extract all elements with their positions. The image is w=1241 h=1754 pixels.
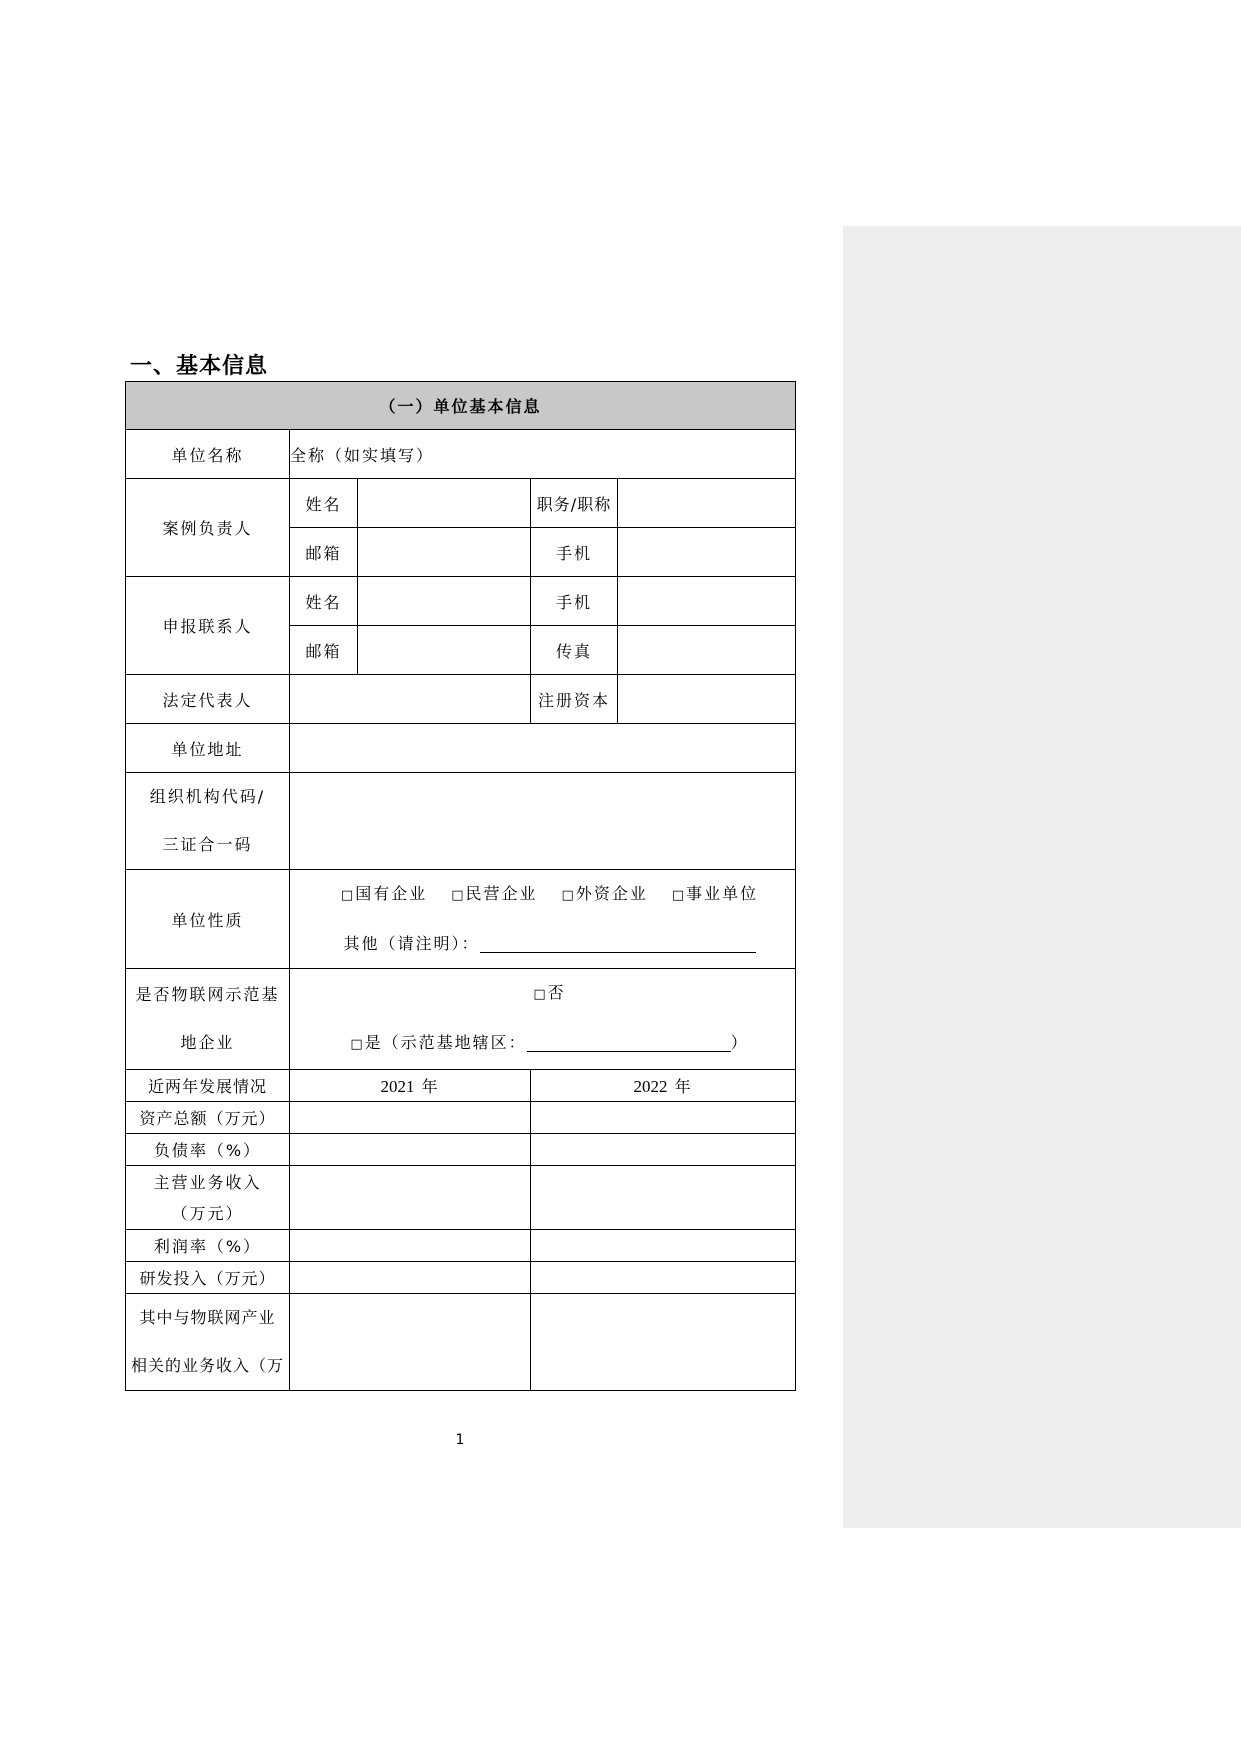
capital-label: 注册资本 xyxy=(531,675,618,724)
demo-base-label-line1: 是否物联网示范基 xyxy=(135,985,280,1004)
case-leader-name-field[interactable] xyxy=(358,479,531,528)
demo-base-options xyxy=(290,969,796,1070)
contact-name-field[interactable] xyxy=(358,577,531,626)
contact-phone-label: 手机 xyxy=(531,577,618,626)
case-leader-title-label: 职务/职称 xyxy=(531,479,618,528)
org-code-field[interactable] xyxy=(290,773,796,870)
checkbox-icon: □ xyxy=(671,888,685,903)
unit-name-field[interactable] xyxy=(290,430,796,479)
year-2022-header: 2022 年 xyxy=(531,1070,796,1102)
case-leader-label: 案例负责人 xyxy=(126,479,290,577)
demo-base-district-input[interactable] xyxy=(527,1035,731,1052)
revenue-label xyxy=(126,1166,290,1230)
year-2021-header: 2021 年 xyxy=(290,1070,531,1102)
legal-rep-field[interactable] xyxy=(290,675,531,724)
table-header: （一）单位基本信息 xyxy=(126,382,796,430)
unit-name-hint: 全称（如实填写） xyxy=(290,445,435,465)
capital-field[interactable] xyxy=(618,675,796,724)
revenue-label-line1: 主营业务收入 xyxy=(153,1172,262,1192)
contact-label: 申报联系人 xyxy=(126,577,290,675)
nature-option-public[interactable]: □ 事业单位 xyxy=(671,884,759,903)
unit-name-label: 单位名称 xyxy=(126,430,290,479)
section-title: 一、基本信息 xyxy=(130,354,269,379)
checkbox-icon: □ xyxy=(561,888,574,903)
page-number: 1 xyxy=(455,1432,465,1448)
profit-2021-field[interactable] xyxy=(290,1230,531,1262)
revenue-label-line2: （万元） xyxy=(171,1203,244,1223)
nature-other-input[interactable] xyxy=(480,936,756,953)
nature-option-private[interactable]: □ 民营企业 xyxy=(451,884,538,903)
contact-fax-field[interactable] xyxy=(618,626,796,675)
checkbox-icon: □ xyxy=(451,888,464,903)
case-leader-email-label: 邮箱 xyxy=(290,528,358,577)
address-field[interactable] xyxy=(290,724,796,773)
demo-base-option-no[interactable]: □ 否 xyxy=(533,983,566,1002)
rd-2022-field[interactable] xyxy=(531,1262,796,1294)
org-code-label-line1: 组织机构代码/ xyxy=(149,787,266,806)
assets-2022-field[interactable] xyxy=(531,1102,796,1134)
nature-options xyxy=(290,870,796,969)
dev-label: 近两年发展情况 xyxy=(126,1070,290,1102)
rd-label: 研发投入（万元） xyxy=(126,1262,290,1294)
revenue-2022-field[interactable] xyxy=(531,1166,796,1230)
contact-fax-label: 传真 xyxy=(531,626,618,675)
legal-rep-label: 法定代表人 xyxy=(126,675,290,724)
checkbox-icon: □ xyxy=(533,987,546,1002)
case-leader-phone-label: 手机 xyxy=(531,528,618,577)
nature-option-state[interactable]: □ 国有企业 xyxy=(340,884,428,903)
iot-revenue-2022-field[interactable] xyxy=(531,1294,796,1391)
case-leader-email-field[interactable] xyxy=(358,528,531,577)
org-code-label xyxy=(126,773,290,870)
debt-2022-field[interactable] xyxy=(531,1134,796,1166)
assets-2021-field[interactable] xyxy=(290,1102,531,1134)
demo-base-label-line2: 地企业 xyxy=(180,1033,235,1052)
basic-info-table xyxy=(125,381,796,1391)
demo-base-label xyxy=(126,969,290,1070)
contact-phone-field[interactable] xyxy=(618,577,796,626)
checkbox-icon: □ xyxy=(350,1037,363,1052)
contact-email-label: 邮箱 xyxy=(290,626,358,675)
checkbox-icon: □ xyxy=(340,888,354,903)
assets-label: 资产总额（万元） xyxy=(126,1102,290,1134)
iot-revenue-label xyxy=(126,1294,290,1391)
case-leader-phone-field[interactable] xyxy=(618,528,796,577)
profit-2022-field[interactable] xyxy=(531,1230,796,1262)
revenue-2021-field[interactable] xyxy=(290,1166,531,1230)
contact-email-field[interactable] xyxy=(358,626,531,675)
iot-revenue-label-line2: 相关的业务收入（万 xyxy=(130,1356,284,1375)
case-leader-name-label: 姓名 xyxy=(290,479,358,528)
address-label: 单位地址 xyxy=(126,724,290,773)
rd-2021-field[interactable] xyxy=(290,1262,531,1294)
iot-revenue-2021-field[interactable] xyxy=(290,1294,531,1391)
debt-label: 负债率（%） xyxy=(126,1134,290,1166)
nature-label: 单位性质 xyxy=(126,870,290,969)
comment-pane xyxy=(843,226,1241,1528)
case-leader-title-field[interactable] xyxy=(618,479,796,528)
org-code-label-line2: 三证合一码 xyxy=(162,835,253,854)
demo-base-option-yes[interactable]: □ 是（示范基地辖区： ） xyxy=(350,1033,749,1052)
debt-2021-field[interactable] xyxy=(290,1134,531,1166)
nature-option-foreign[interactable]: □ 外资企业 xyxy=(561,884,648,903)
contact-name-label: 姓名 xyxy=(290,577,358,626)
iot-revenue-label-line1: 其中与物联网产业 xyxy=(139,1308,276,1327)
profit-label: 利润率（%） xyxy=(126,1230,290,1262)
nature-other-label: 其他（请注明）： xyxy=(343,934,480,953)
